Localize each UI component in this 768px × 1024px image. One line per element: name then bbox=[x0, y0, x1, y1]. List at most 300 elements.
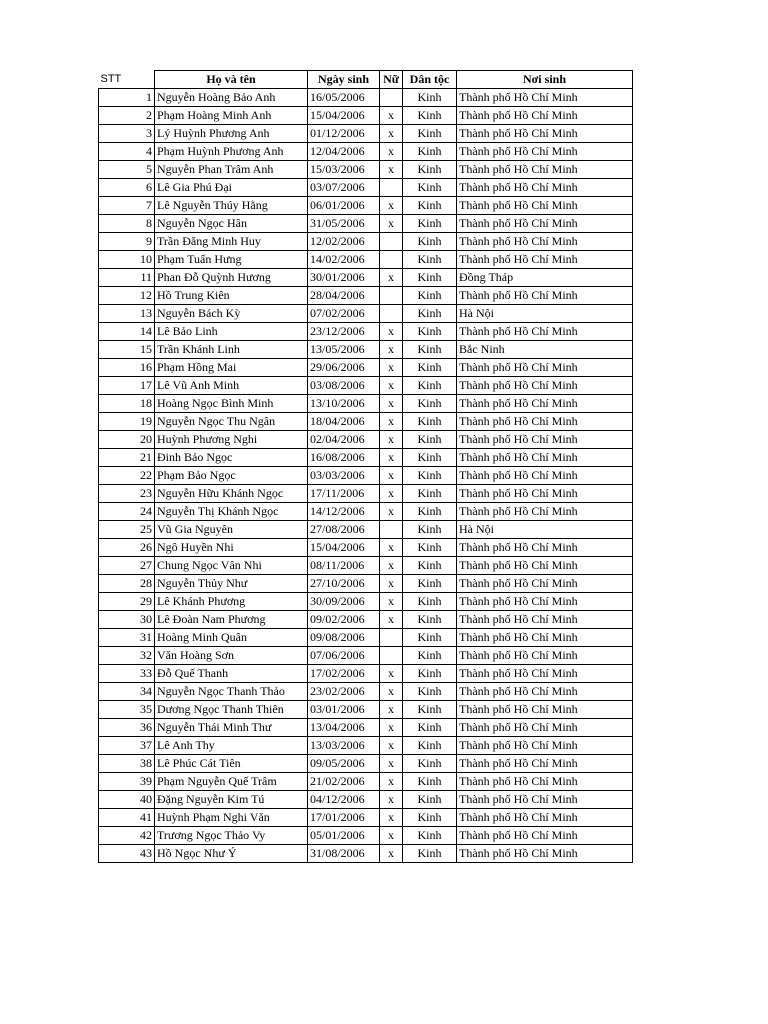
ethnicity-cell: Kinh bbox=[403, 683, 457, 701]
row-number-cell: 26 bbox=[99, 539, 155, 557]
female-mark-cell: x bbox=[380, 197, 403, 215]
female-mark-cell: x bbox=[380, 611, 403, 629]
female-mark-cell: x bbox=[380, 755, 403, 773]
female-mark-cell bbox=[380, 521, 403, 539]
table-row bbox=[99, 809, 633, 827]
student-name-cell: Nguyễn Hoàng Bảo Anh bbox=[155, 89, 308, 107]
ethnicity-cell: Kinh bbox=[403, 791, 457, 809]
header-date-of-birth: Ngày sinh bbox=[308, 71, 380, 89]
date-of-birth-cell: 30/09/2006 bbox=[308, 593, 380, 611]
student-name-cell: Nguyễn Ngọc Thu Ngân bbox=[155, 413, 308, 431]
date-of-birth-cell: 07/06/2006 bbox=[308, 647, 380, 665]
table-row bbox=[99, 449, 633, 467]
female-mark-cell: x bbox=[380, 719, 403, 737]
row-number-cell: 34 bbox=[99, 683, 155, 701]
student-name-cell: Lê Đoàn Nam Phương bbox=[155, 611, 308, 629]
student-name-cell: Nguyễn Thị Khánh Ngọc bbox=[155, 503, 308, 521]
female-mark-cell: x bbox=[380, 413, 403, 431]
student-name-cell: Hồ Ngọc Như Ý bbox=[155, 845, 308, 863]
student-name-cell: Lê Nguyễn Thúy Hằng bbox=[155, 197, 308, 215]
female-mark-cell: x bbox=[380, 701, 403, 719]
date-of-birth-cell: 17/11/2006 bbox=[308, 485, 380, 503]
date-of-birth-cell: 23/12/2006 bbox=[308, 323, 380, 341]
row-number-cell: 30 bbox=[99, 611, 155, 629]
birthplace-cell: Thành phố Hồ Chí Minh bbox=[457, 503, 633, 521]
date-of-birth-cell: 15/04/2006 bbox=[308, 107, 380, 125]
student-name-cell: Lý Huỳnh Phương Anh bbox=[155, 125, 308, 143]
row-number-cell: 21 bbox=[99, 449, 155, 467]
ethnicity-cell: Kinh bbox=[403, 809, 457, 827]
date-of-birth-cell: 08/11/2006 bbox=[308, 557, 380, 575]
table-row bbox=[99, 251, 633, 269]
table-row bbox=[99, 539, 633, 557]
birthplace-cell: Thành phố Hồ Chí Minh bbox=[457, 683, 633, 701]
ethnicity-cell: Kinh bbox=[403, 359, 457, 377]
ethnicity-cell: Kinh bbox=[403, 467, 457, 485]
row-number-cell: 23 bbox=[99, 485, 155, 503]
birthplace-cell: Bắc Ninh bbox=[457, 341, 633, 359]
birthplace-cell: Thành phố Hồ Chí Minh bbox=[457, 161, 633, 179]
row-number-cell: 35 bbox=[99, 701, 155, 719]
table-row bbox=[99, 503, 633, 521]
row-number-cell: 39 bbox=[99, 773, 155, 791]
student-name-cell: Lê Vũ Anh Minh bbox=[155, 377, 308, 395]
ethnicity-cell: Kinh bbox=[403, 395, 457, 413]
ethnicity-cell: Kinh bbox=[403, 269, 457, 287]
female-mark-cell: x bbox=[380, 827, 403, 845]
row-number-cell: 19 bbox=[99, 413, 155, 431]
date-of-birth-cell: 09/05/2006 bbox=[308, 755, 380, 773]
birthplace-cell: Đồng Tháp bbox=[457, 269, 633, 287]
birthplace-cell: Thành phố Hồ Chí Minh bbox=[457, 665, 633, 683]
date-of-birth-cell: 03/07/2006 bbox=[308, 179, 380, 197]
row-number-cell: 28 bbox=[99, 575, 155, 593]
female-mark-cell bbox=[380, 629, 403, 647]
row-number-cell: 16 bbox=[99, 359, 155, 377]
student-name-cell: Trần Khánh Linh bbox=[155, 341, 308, 359]
ethnicity-cell: Kinh bbox=[403, 125, 457, 143]
ethnicity-cell: Kinh bbox=[403, 575, 457, 593]
ethnicity-cell: Kinh bbox=[403, 179, 457, 197]
ethnicity-cell: Kinh bbox=[403, 611, 457, 629]
birthplace-cell: Hà Nội bbox=[457, 305, 633, 323]
student-name-cell: Huỳnh Phương Nghi bbox=[155, 431, 308, 449]
table-row bbox=[99, 143, 633, 161]
birthplace-cell: Thành phố Hồ Chí Minh bbox=[457, 467, 633, 485]
ethnicity-cell: Kinh bbox=[403, 773, 457, 791]
row-number-cell: 12 bbox=[99, 287, 155, 305]
birthplace-cell: Thành phố Hồ Chí Minh bbox=[457, 431, 633, 449]
ethnicity-cell: Kinh bbox=[403, 215, 457, 233]
student-name-cell: Phạm Tuấn Hưng bbox=[155, 251, 308, 269]
ethnicity-cell: Kinh bbox=[403, 197, 457, 215]
table-row bbox=[99, 593, 633, 611]
female-mark-cell: x bbox=[380, 341, 403, 359]
ethnicity-cell: Kinh bbox=[403, 755, 457, 773]
table-row bbox=[99, 665, 633, 683]
row-number-cell: 14 bbox=[99, 323, 155, 341]
row-number-cell: 32 bbox=[99, 647, 155, 665]
student-name-cell: Lê Gia Phú Đại bbox=[155, 179, 308, 197]
student-name-cell: Ngô Huyền Nhi bbox=[155, 539, 308, 557]
student-name-cell: Nguyễn Ngọc Thanh Thảo bbox=[155, 683, 308, 701]
table-row bbox=[99, 737, 633, 755]
female-mark-cell: x bbox=[380, 791, 403, 809]
female-mark-cell: x bbox=[380, 467, 403, 485]
row-number-cell: 41 bbox=[99, 809, 155, 827]
student-name-cell: Hoàng Minh Quân bbox=[155, 629, 308, 647]
ethnicity-cell: Kinh bbox=[403, 305, 457, 323]
student-name-cell: Lê Khánh Phương bbox=[155, 593, 308, 611]
ethnicity-cell: Kinh bbox=[403, 431, 457, 449]
date-of-birth-cell: 13/05/2006 bbox=[308, 341, 380, 359]
birthplace-cell: Thành phố Hồ Chí Minh bbox=[457, 629, 633, 647]
birthplace-cell: Thành phố Hồ Chí Minh bbox=[457, 485, 633, 503]
table-row bbox=[99, 233, 633, 251]
row-number-cell: 36 bbox=[99, 719, 155, 737]
row-number-cell: 22 bbox=[99, 467, 155, 485]
table-row bbox=[99, 647, 633, 665]
birthplace-cell: Thành phố Hồ Chí Minh bbox=[457, 89, 633, 107]
birthplace-cell: Thành phố Hồ Chí Minh bbox=[457, 143, 633, 161]
date-of-birth-cell: 27/10/2006 bbox=[308, 575, 380, 593]
row-number-cell: 33 bbox=[99, 665, 155, 683]
ethnicity-cell: Kinh bbox=[403, 107, 457, 125]
date-of-birth-cell: 03/08/2006 bbox=[308, 377, 380, 395]
table-row bbox=[99, 179, 633, 197]
date-of-birth-cell: 09/02/2006 bbox=[308, 611, 380, 629]
table-row bbox=[99, 395, 633, 413]
date-of-birth-cell: 03/03/2006 bbox=[308, 467, 380, 485]
row-number-cell: 3 bbox=[99, 125, 155, 143]
birthplace-cell: Thành phố Hồ Chí Minh bbox=[457, 359, 633, 377]
header-birthplace: Nơi sinh bbox=[457, 71, 633, 89]
header-ethnicity: Dân tộc bbox=[403, 71, 457, 89]
table-row bbox=[99, 701, 633, 719]
female-mark-cell: x bbox=[380, 395, 403, 413]
date-of-birth-cell: 29/06/2006 bbox=[308, 359, 380, 377]
birthplace-cell: Thành phố Hồ Chí Minh bbox=[457, 701, 633, 719]
date-of-birth-cell: 13/03/2006 bbox=[308, 737, 380, 755]
date-of-birth-cell: 16/05/2006 bbox=[308, 89, 380, 107]
student-name-cell: Đinh Bảo Ngọc bbox=[155, 449, 308, 467]
female-mark-cell bbox=[380, 251, 403, 269]
date-of-birth-cell: 14/02/2006 bbox=[308, 251, 380, 269]
date-of-birth-cell: 07/02/2006 bbox=[308, 305, 380, 323]
date-of-birth-cell: 12/04/2006 bbox=[308, 143, 380, 161]
ethnicity-cell: Kinh bbox=[403, 827, 457, 845]
row-number-cell: 4 bbox=[99, 143, 155, 161]
birthplace-cell: Thành phố Hồ Chí Minh bbox=[457, 323, 633, 341]
table-row bbox=[99, 629, 633, 647]
row-number-cell: 10 bbox=[99, 251, 155, 269]
table-row bbox=[99, 305, 633, 323]
birthplace-cell: Thành phố Hồ Chí Minh bbox=[457, 809, 633, 827]
birthplace-cell: Thành phố Hồ Chí Minh bbox=[457, 287, 633, 305]
row-number-cell: 43 bbox=[99, 845, 155, 863]
ethnicity-cell: Kinh bbox=[403, 539, 457, 557]
table-row bbox=[99, 791, 633, 809]
table-row bbox=[99, 827, 633, 845]
female-mark-cell bbox=[380, 179, 403, 197]
row-number-cell: 37 bbox=[99, 737, 155, 755]
female-mark-cell: x bbox=[380, 431, 403, 449]
date-of-birth-cell: 14/12/2006 bbox=[308, 503, 380, 521]
table-row bbox=[99, 161, 633, 179]
ethnicity-cell: Kinh bbox=[403, 647, 457, 665]
row-number-cell: 25 bbox=[99, 521, 155, 539]
date-of-birth-cell: 03/01/2006 bbox=[308, 701, 380, 719]
ethnicity-cell: Kinh bbox=[403, 629, 457, 647]
row-number-cell: 17 bbox=[99, 377, 155, 395]
birthplace-cell: Thành phố Hồ Chí Minh bbox=[457, 413, 633, 431]
table-row bbox=[99, 773, 633, 791]
row-number-cell: 29 bbox=[99, 593, 155, 611]
header-row bbox=[99, 71, 633, 89]
table-row bbox=[99, 431, 633, 449]
female-mark-cell: x bbox=[380, 107, 403, 125]
header-stt: STT bbox=[100, 72, 122, 85]
female-mark-cell bbox=[380, 305, 403, 323]
female-mark-cell: x bbox=[380, 539, 403, 557]
female-mark-cell bbox=[380, 89, 403, 107]
student-name-cell: Nguyễn Bách Kỳ bbox=[155, 305, 308, 323]
row-number-cell: 15 bbox=[99, 341, 155, 359]
birthplace-cell: Thành phố Hồ Chí Minh bbox=[457, 377, 633, 395]
table-row bbox=[99, 611, 633, 629]
student-name-cell: Nguyễn Phan Trâm Anh bbox=[155, 161, 308, 179]
female-mark-cell: x bbox=[380, 683, 403, 701]
birthplace-cell: Thành phố Hồ Chí Minh bbox=[457, 593, 633, 611]
student-name-cell: Hồ Trung Kiên bbox=[155, 287, 308, 305]
table-row bbox=[99, 359, 633, 377]
ethnicity-cell: Kinh bbox=[403, 557, 457, 575]
birthplace-cell: Thành phố Hồ Chí Minh bbox=[457, 449, 633, 467]
birthplace-cell: Thành phố Hồ Chí Minh bbox=[457, 197, 633, 215]
ethnicity-cell: Kinh bbox=[403, 737, 457, 755]
student-name-cell: Phạm Bảo Ngọc bbox=[155, 467, 308, 485]
date-of-birth-cell: 06/01/2006 bbox=[308, 197, 380, 215]
row-number-cell: 6 bbox=[99, 179, 155, 197]
date-of-birth-cell: 12/02/2006 bbox=[308, 233, 380, 251]
female-mark-cell: x bbox=[380, 377, 403, 395]
student-name-cell: Nguyễn Ngọc Hân bbox=[155, 215, 308, 233]
date-of-birth-cell: 16/08/2006 bbox=[308, 449, 380, 467]
date-of-birth-cell: 01/12/2006 bbox=[308, 125, 380, 143]
table-row bbox=[99, 575, 633, 593]
date-of-birth-cell: 21/02/2006 bbox=[308, 773, 380, 791]
student-name-cell: Phạm Nguyễn Quế Trâm bbox=[155, 773, 308, 791]
student-name-cell: Phạm Hồng Mai bbox=[155, 359, 308, 377]
row-number-cell: 7 bbox=[99, 197, 155, 215]
student-name-cell: Đặng Nguyễn Kim Tú bbox=[155, 791, 308, 809]
ethnicity-cell: Kinh bbox=[403, 287, 457, 305]
birthplace-cell: Thành phố Hồ Chí Minh bbox=[457, 611, 633, 629]
table-row bbox=[99, 845, 633, 863]
student-name-cell: Huỳnh Phạm Nghi Văn bbox=[155, 809, 308, 827]
table-row bbox=[99, 269, 633, 287]
female-mark-cell: x bbox=[380, 503, 403, 521]
student-name-cell: Trần Đăng Minh Huy bbox=[155, 233, 308, 251]
date-of-birth-cell: 13/04/2006 bbox=[308, 719, 380, 737]
table-row bbox=[99, 377, 633, 395]
ethnicity-cell: Kinh bbox=[403, 503, 457, 521]
row-number-cell: 40 bbox=[99, 791, 155, 809]
row-number-cell: 5 bbox=[99, 161, 155, 179]
female-mark-cell: x bbox=[380, 359, 403, 377]
row-number-cell: 27 bbox=[99, 557, 155, 575]
birthplace-cell: Thành phố Hồ Chí Minh bbox=[457, 539, 633, 557]
table-row bbox=[99, 413, 633, 431]
female-mark-cell: x bbox=[380, 593, 403, 611]
header-full-name: Họ và tên bbox=[155, 71, 308, 89]
student-name-cell: Phạm Hoàng Minh Anh bbox=[155, 107, 308, 125]
row-number-cell: 13 bbox=[99, 305, 155, 323]
birthplace-cell: Thành phố Hồ Chí Minh bbox=[457, 773, 633, 791]
row-number-cell: 38 bbox=[99, 755, 155, 773]
date-of-birth-cell: 31/08/2006 bbox=[308, 845, 380, 863]
student-name-cell: Nguyễn Thủy Như bbox=[155, 575, 308, 593]
ethnicity-cell: Kinh bbox=[403, 161, 457, 179]
ethnicity-cell: Kinh bbox=[403, 143, 457, 161]
birthplace-cell: Thành phố Hồ Chí Minh bbox=[457, 557, 633, 575]
female-mark-cell: x bbox=[380, 161, 403, 179]
student-name-cell: Nguyễn Thái Minh Thư bbox=[155, 719, 308, 737]
date-of-birth-cell: 09/08/2006 bbox=[308, 629, 380, 647]
table-row bbox=[99, 323, 633, 341]
table-row bbox=[99, 719, 633, 737]
student-name-cell: Vũ Gia Nguyên bbox=[155, 521, 308, 539]
student-name-cell: Hoàng Ngọc Bình Minh bbox=[155, 395, 308, 413]
row-number-cell: 20 bbox=[99, 431, 155, 449]
birthplace-cell: Thành phố Hồ Chí Minh bbox=[457, 845, 633, 863]
female-mark-cell: x bbox=[380, 737, 403, 755]
row-number-cell: 31 bbox=[99, 629, 155, 647]
female-mark-cell: x bbox=[380, 215, 403, 233]
table-row bbox=[99, 287, 633, 305]
table-row bbox=[99, 485, 633, 503]
female-mark-cell bbox=[380, 233, 403, 251]
student-name-cell: Chung Ngọc Vân Nhi bbox=[155, 557, 308, 575]
ethnicity-cell: Kinh bbox=[403, 719, 457, 737]
date-of-birth-cell: 05/01/2006 bbox=[308, 827, 380, 845]
table-row bbox=[99, 125, 633, 143]
birthplace-cell: Hà Nội bbox=[457, 521, 633, 539]
female-mark-cell: x bbox=[380, 845, 403, 863]
row-number-cell: 2 bbox=[99, 107, 155, 125]
ethnicity-cell: Kinh bbox=[403, 251, 457, 269]
student-name-cell: Lê Phúc Cát Tiên bbox=[155, 755, 308, 773]
student-list-table bbox=[98, 70, 633, 863]
female-mark-cell: x bbox=[380, 809, 403, 827]
student-name-cell: Lê Anh Thy bbox=[155, 737, 308, 755]
date-of-birth-cell: 28/04/2006 bbox=[308, 287, 380, 305]
student-name-cell: Phan Đỗ Quỳnh Hương bbox=[155, 269, 308, 287]
ethnicity-cell: Kinh bbox=[403, 593, 457, 611]
female-mark-cell: x bbox=[380, 269, 403, 287]
date-of-birth-cell: 04/12/2006 bbox=[308, 791, 380, 809]
female-mark-cell: x bbox=[380, 125, 403, 143]
row-number-cell: 18 bbox=[99, 395, 155, 413]
student-name-cell: Phạm Huỳnh Phương Anh bbox=[155, 143, 308, 161]
table-row bbox=[99, 521, 633, 539]
table-row bbox=[99, 683, 633, 701]
date-of-birth-cell: 15/03/2006 bbox=[308, 161, 380, 179]
ethnicity-cell: Kinh bbox=[403, 341, 457, 359]
ethnicity-cell: Kinh bbox=[403, 449, 457, 467]
table-row bbox=[99, 341, 633, 359]
birthplace-cell: Thành phố Hồ Chí Minh bbox=[457, 395, 633, 413]
birthplace-cell: Thành phố Hồ Chí Minh bbox=[457, 125, 633, 143]
student-name-cell: Trương Ngọc Thảo Vy bbox=[155, 827, 308, 845]
birthplace-cell: Thành phố Hồ Chí Minh bbox=[457, 827, 633, 845]
birthplace-cell: Thành phố Hồ Chí Minh bbox=[457, 719, 633, 737]
female-mark-cell: x bbox=[380, 323, 403, 341]
row-number-cell: 42 bbox=[99, 827, 155, 845]
ethnicity-cell: Kinh bbox=[403, 485, 457, 503]
date-of-birth-cell: 27/08/2006 bbox=[308, 521, 380, 539]
table-row bbox=[99, 215, 633, 233]
date-of-birth-cell: 17/01/2006 bbox=[308, 809, 380, 827]
female-mark-cell: x bbox=[380, 773, 403, 791]
female-mark-cell bbox=[380, 647, 403, 665]
birthplace-cell: Thành phố Hồ Chí Minh bbox=[457, 233, 633, 251]
female-mark-cell bbox=[380, 287, 403, 305]
female-mark-cell: x bbox=[380, 575, 403, 593]
ethnicity-cell: Kinh bbox=[403, 845, 457, 863]
row-number-cell: 9 bbox=[99, 233, 155, 251]
date-of-birth-cell: 23/02/2006 bbox=[308, 683, 380, 701]
row-number-cell: 24 bbox=[99, 503, 155, 521]
table-body bbox=[99, 89, 633, 863]
table-row bbox=[99, 89, 633, 107]
date-of-birth-cell: 31/05/2006 bbox=[308, 215, 380, 233]
date-of-birth-cell: 30/01/2006 bbox=[308, 269, 380, 287]
student-name-cell: Lê Bảo Linh bbox=[155, 323, 308, 341]
ethnicity-cell: Kinh bbox=[403, 665, 457, 683]
birthplace-cell: Thành phố Hồ Chí Minh bbox=[457, 107, 633, 125]
row-number-cell: 11 bbox=[99, 269, 155, 287]
date-of-birth-cell: 17/02/2006 bbox=[308, 665, 380, 683]
student-name-cell: Văn Hoàng Sơn bbox=[155, 647, 308, 665]
birthplace-cell: Thành phố Hồ Chí Minh bbox=[457, 575, 633, 593]
birthplace-cell: Thành phố Hồ Chí Minh bbox=[457, 737, 633, 755]
student-name-cell: Đỗ Quế Thanh bbox=[155, 665, 308, 683]
date-of-birth-cell: 13/10/2006 bbox=[308, 395, 380, 413]
table-row bbox=[99, 557, 633, 575]
female-mark-cell: x bbox=[380, 665, 403, 683]
date-of-birth-cell: 02/04/2006 bbox=[308, 431, 380, 449]
birthplace-cell: Thành phố Hồ Chí Minh bbox=[457, 791, 633, 809]
female-mark-cell: x bbox=[380, 143, 403, 161]
ethnicity-cell: Kinh bbox=[403, 413, 457, 431]
student-name-cell: Nguyễn Hữu Khánh Ngọc bbox=[155, 485, 308, 503]
birthplace-cell: Thành phố Hồ Chí Minh bbox=[457, 251, 633, 269]
female-mark-cell: x bbox=[380, 557, 403, 575]
birthplace-cell: Thành phố Hồ Chí Minh bbox=[457, 647, 633, 665]
date-of-birth-cell: 18/04/2006 bbox=[308, 413, 380, 431]
ethnicity-cell: Kinh bbox=[403, 233, 457, 251]
table-row bbox=[99, 755, 633, 773]
header-female: Nữ bbox=[380, 71, 403, 89]
row-number-cell: 1 bbox=[99, 89, 155, 107]
ethnicity-cell: Kinh bbox=[403, 521, 457, 539]
row-number-cell: 8 bbox=[99, 215, 155, 233]
table-row bbox=[99, 197, 633, 215]
ethnicity-cell: Kinh bbox=[403, 89, 457, 107]
birthplace-cell: Thành phố Hồ Chí Minh bbox=[457, 179, 633, 197]
female-mark-cell: x bbox=[380, 485, 403, 503]
